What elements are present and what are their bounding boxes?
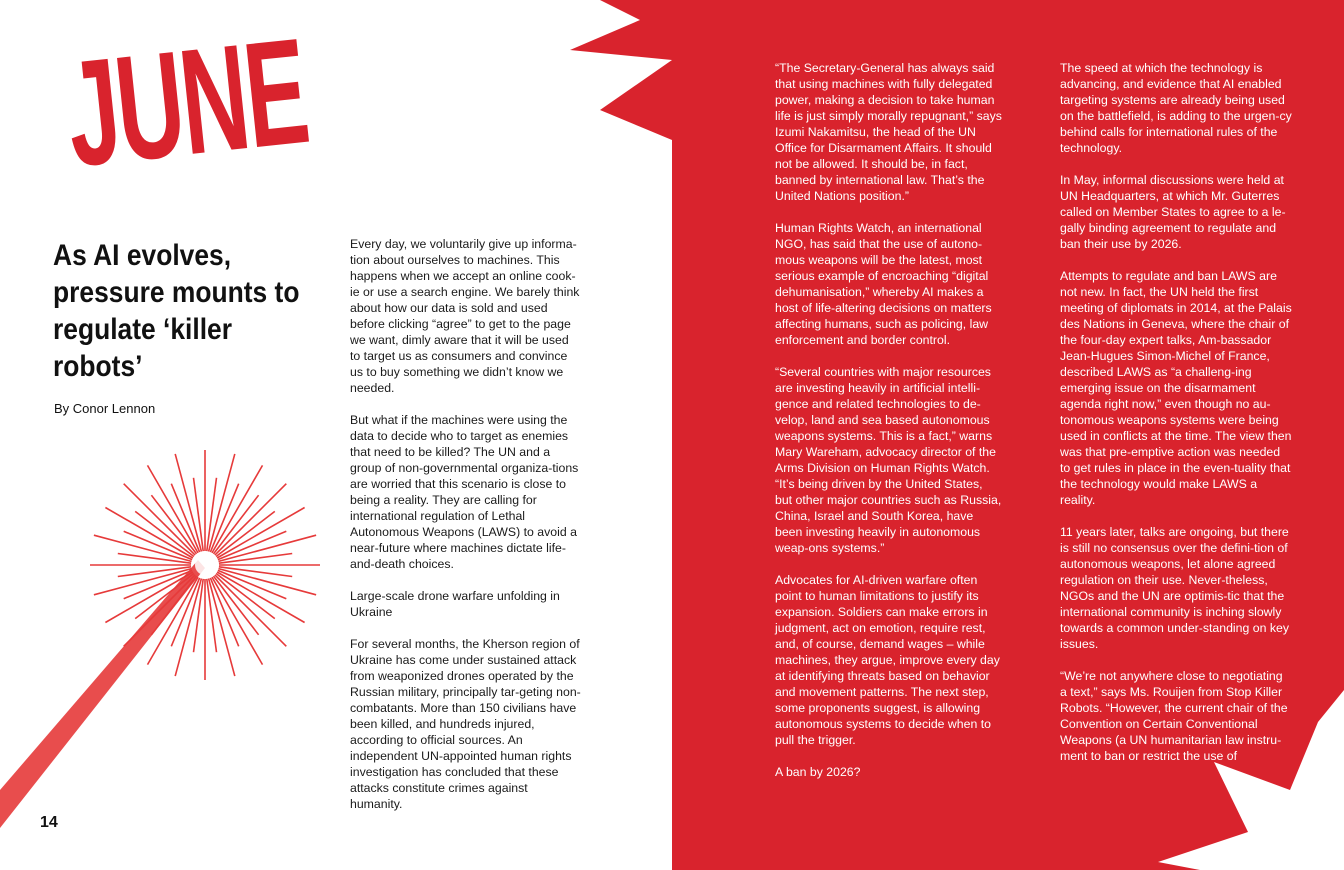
paragraph: In May, informal discussions were held at UN Headquarters, at which Mr. Guterres called on Member States to agree to a le-gally binding agreement to regulate and ban their use by 2026. xyxy=(1060,173,1286,251)
paragraph: The speed at which the technology is advancing, and evidence that AI enabled targeting systems are already being used on the battlefield, is adding to the urgen-cy behind calls for international rules of the technology. xyxy=(1060,61,1292,155)
paragraph: Attempts to regulate and ban LAWS are not new. In fact, the UN held the first meeting of diplomats in 2014, at the Palais des Nations in Geneva, where the chair of the four-day expert talks, Am-bassador Jean-Hugues Simon-Michel of France, described LAWS as “a challeng-ing emerging issue on the disarmament agenda right now,” even though no au-tonomous weapons systems were being used in conflicts at the time. The view then was that pre-emptive action was needed to get rules in place in the even-tuality that the technology would make LAWS a reality. xyxy=(1060,269,1292,507)
top-starburst-shape xyxy=(570,0,672,140)
paragraph: Advocates for AI-driven warfare often point to human limitations to justify its expansion. Soldiers can make errors in judgment, act on emotion, require rest, and, of course, demand wages – while machines, they argue, improve every day at identifying threats based on behavior and movement patterns. The next step, some proponents suggest, is allowing autonomous systems to decide when to pull the trigger. xyxy=(775,573,1000,747)
starburst-ray xyxy=(215,484,286,555)
subheading: Large-scale drone warfare unfolding in Ukraine xyxy=(350,589,560,619)
month-heading: JUNE xyxy=(59,6,314,199)
paragraph: Human Rights Watch, an international NGO, has said that the use of autono-mous weapons will be the latest, most serious example of encroaching “digital dehumanisation,” whereby AI makes a host of life-altering decisions on matters affecting humans, such as policing, law enforcement and border control. xyxy=(775,221,992,347)
text-column-1 xyxy=(350,236,582,828)
starburst-ray xyxy=(215,575,286,646)
paragraph: 11 years later, talks are ongoing, but there is still no consensus over the defini-tion of autonomous weapons, let alone agreed regulation on their use. Never-theless, NGOs and the UN are optimis-tic that the international community is inching slowly towards a common under-standing on key issues. xyxy=(1060,525,1289,651)
text-column-2 xyxy=(775,60,1003,796)
text-column-3 xyxy=(1060,60,1292,780)
paragraph: For several months, the Kherson region of Ukraine has come under sustained attack from weaponized drones operated by the Russian military, principally tar-geting non-combatants. More than 150 civilians have been killed, and hundreds injured, according to official sources. An independent UN-appointed human rights investigation has concluded that these attacks constitute crimes against humanity. xyxy=(350,637,581,811)
laser-beam xyxy=(0,560,205,828)
paragraph: “We’re not anywhere close to negotiating a text,” says Ms. Rouijen from Stop Killer Robots. “However, the current chair of the Convention on Certain Conventional Weapons (a UN humanitarian law instru-ment to ban or restrict the use of xyxy=(1060,669,1288,763)
byline: By Conor Lennon xyxy=(54,401,156,416)
page-number: 14 xyxy=(40,814,58,831)
paragraph: Every day, we voluntarily give up informa-tion about ourselves to machines. This happens when we accept an online cook-ie or use a search engine. We barely think about how our data is sold and used before clicking “agree” to get to the page we want, dimly aware that it will be used to target us as consumers and convince us to buy something we didn’t know we needed. xyxy=(350,237,580,395)
starburst-center xyxy=(195,555,215,575)
paragraph: But what if the machines were using the data to decide who to target as enemies that need to be killed? The UN and a group of non-governmental organiza-tions are worried that this scenario is close to being a reality. They are calling for international regulation of Lethal Autonomous Weapons (LAWS) to avoid a near-future where machines dictate life-and-death choices. xyxy=(350,413,579,571)
paragraph: “Several countries with major resources are investing heavily in artificial intelli-gence and related technologies to de-velop, land and sea based autonomous weapons systems. This is a fact,” warns Mary Wareham, advocacy director of the Arms Division on Human Rights Watch. “It’s being driven by the United States, but other major countries such as Russia, China, Israel and South Korea, have been investing heavily in autonomous weap-ons systems.” xyxy=(775,365,1002,555)
subheading: A ban by 2026? xyxy=(775,765,861,779)
paragraph: “The Secretary-General has always said that using machines with fully delegated power, making a decision to take human life is just simply morally repugnant,” says Izumi Nakamitsu, the head of the UN Office for Disarmament Affairs. It should not be allowed. It should be, in fact, banned by international law. That’s the United Nations position.” xyxy=(775,61,1002,203)
starburst-ray xyxy=(124,575,195,646)
starburst-ray xyxy=(124,484,195,555)
article-headline: As AI evolves, pressure mounts to regulate ‘killer robots’ xyxy=(53,239,300,383)
